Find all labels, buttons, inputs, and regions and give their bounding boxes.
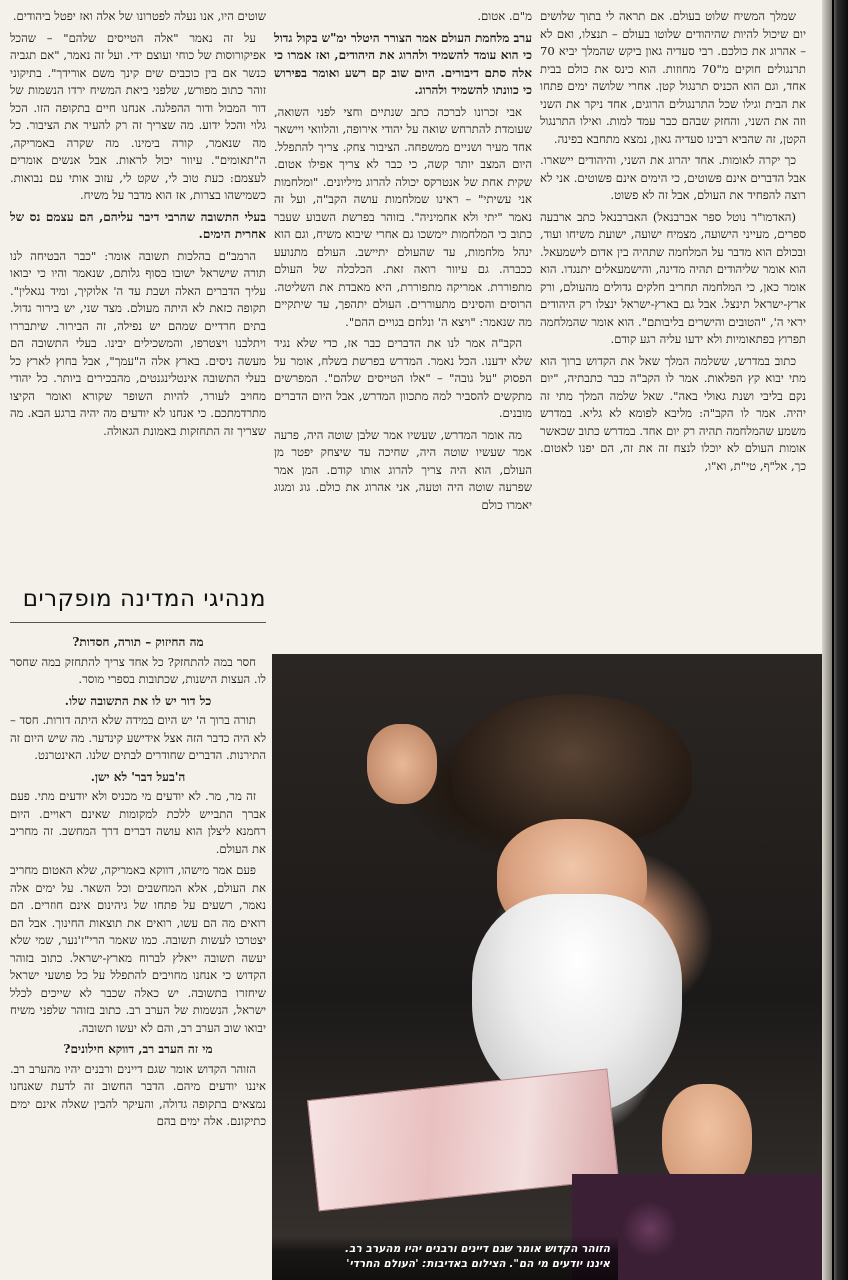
section-divider bbox=[10, 622, 266, 623]
paragraph: הרמב"ם בהלכות תשובה אומר: "כבר הבטיחה לנו תורה שישראל ישובו בסוף גלותם, שנאמר והיו כי יבואו עליך הדברים האלה ושבת עד ה' אלוקיך, ומיד נגאלין". תקופה כזאת לא היתה מעולם. מצד שני, יש בירור גדול. בתים חרדיים שמהם יש נפילה, זה הבירור. שיתבררו ויתלבנו ויצטרפו, והמשכילים יבינו. בעלי התשובה הם מעשה ניסים. בארץ אלה ה"עמך", אבל בחוץ לארץ כל בעלי התשובה אינטלינגנטים, מהבכירים ביותר. כל יהודי מחויב לעורר, להיות השופר שקורא ואומר הקיצו מתרדמתכם. כי אנחנו לא יודעים מה יהיה ברגע הבא. מה שצריך זה התחזקות באמונת הגאולה. bbox=[10, 248, 266, 438]
paragraph: ה'בעל דבר' לא ישן. bbox=[90, 769, 186, 784]
paragraph: ערב מלחמת העולם אמר הצורר היטלר ימ"ש בקול גדול כי הוא עומד להשמיד ולהרוג את היהודים, ואז אמרו כי אלה סתם דיבורים. היום שוב קם רשע ואומר בפירוש כי כוונתו להשמיד ולהרוג. bbox=[274, 30, 532, 97]
paragraph: (האדמו"ר נוטל ספר אברבנאל) האברבנאל כתב ארבעה ספרים, מעייני הישועה, מצמיח ישועה, ישועת משיחו ועוד, ובכולם הוא מדבר על המלחמה שתהיה בין אדום לישמעאל. הוא אומר שליהודים תהיה מדינה, והישמעאלים יתנגדו. הוא אומר כאן, כי המלחמה תחריב חלקים גדולים מהעולם, ורק ארץ-ישראל תינצל. אבל גם בארץ-ישראל ינצלו רק היהודים יראי ה', "הטובים והישרים בליבותם". הוא אומר שהמלחמה תפרוץ בפתאומיות ולא ידעו עליה רגע קודם. bbox=[540, 209, 806, 346]
paragraph: זה מר, מר. לא יודעים מי מכניס ולא יודעים מתי. פעם אברך התבייש ללכת למקומות שאינם ראויים. היום רחמנא ליצלן הוא עושה דברים דרך המחשב. זה מחריב את העולם. bbox=[10, 789, 266, 856]
rabbi-photo bbox=[272, 654, 824, 1280]
text-column-middle bbox=[274, 8, 532, 648]
paragraph: הקב"ה אמר לנו את הדברים כבר אז, כדי שלא נגיד שלא ידענו. הכל נאמר. המדרש בפרשת בשלח, אומר על הפסוק "על גובה" – "אלו הטייסים שלהם". המפרשים מתקשים להסביר למה מתכוון המדרש, אבל היום הדברים מובנים. bbox=[274, 336, 532, 420]
paragraph: כל דור יש לו את התשובה שלו. bbox=[64, 693, 212, 708]
caption-line-1: הזוהר הקדוש אומר שגם דיינים ורבנים יהיו מהערב רב. bbox=[344, 1243, 610, 1255]
paragraph: מי זה הערב רב, דווקא חילונים? bbox=[63, 1042, 213, 1056]
paragraph: הזוהר הקדוש אומר שגם דיינים ורבנים יהיו מהערב רב. איננו יודעים מיהם. הדבר החשוב זה לדעת שאנחנו נמצאים בתקופה גדולה, והעיקר להבין שאלה אינם ימים כתיקונם. אלה ימים בהם bbox=[10, 1061, 266, 1128]
page-spine bbox=[822, 0, 848, 1280]
paragraph: מה החיזוק – תורה, חסדות? bbox=[72, 635, 204, 649]
text-column-left-bottom bbox=[10, 630, 266, 1266]
photo-caption bbox=[272, 1236, 618, 1280]
paragraph: בעלי התשובה שהרבי דיבר עליהם, הם עצמם נס של אחרית הימים. bbox=[10, 209, 266, 241]
text-column-right bbox=[540, 8, 806, 648]
paragraph: פעם אמר מישהו, דווקא באמריקה, שלא האטום מחריב את העולם, אלא המחשבים וכל השאר. על ימים אלה נאמר, רשעים על פתחו של גיהינום אינם חוזרים. הם רואים מה הם עשו, רואים את תוצאות החינוך. אבל הם יצטרכו לעשות תשובה. כמו שאמר הרי"ז'נער, שמי שלא יעשה תשובה ייאלץ לברוח מארץ-ישראל. כתוב בזוהר הקדוש כי אנחנו מחויבים להתפלל על כל פושעי ישראל שיחזרו בתשובה. יש כאלה שכבר לא שייכים לכלל ישראל, הנשמות של הערב רב. כתוב בזוהר שלפני משיח יבואו שוב הערב רב, והם לא יעשו תשובה. bbox=[10, 863, 266, 1035]
paragraph: חסר במה להתחזק? כל אחד צריך להתחזק במה שחסר לו. העצות הישנות, שכתובות בספרי מוסר. bbox=[10, 654, 266, 686]
spine-edge bbox=[832, 0, 834, 1280]
caption-line-2: איננו יודעים מי הם". הצילום באדיבות: 'העולם החרדי' bbox=[346, 1258, 610, 1270]
paragraph: תורה ברוך ה' יש היום במידה שלא היתה דורות. חסד – לא היה כדבר הזה אצל אידישע קינדער. מה שיש היום זה התירנות. הדברים שחודרים לבתים שלנו. האינטרנט. bbox=[10, 713, 266, 762]
section-heading: מנהיגי המדינה מופקרים bbox=[22, 586, 266, 612]
paragraph: מ"ם. אטום. bbox=[477, 9, 532, 23]
paragraph: מה אומר המדרש, שעשיו אמר שלבן שוטה היה, פרעה אמר שעשיו שוטה היה, שחיכה עד שיצחק יפטר מן העולם, הוא היה צריך להרוג אותו קודם. המן אמר שפרעה שוטה היה וטעה, אני אהרוג את כולם. גוג ומגוג יאמרו כולם bbox=[274, 427, 532, 512]
paragraph: אבי זכרונו לברכה כתב שנתיים וחצי לפני השואה, שעומדת להתרחש שואה על יהודי אירופה, והלוואי ויישאר אחד מעיר ושניים ממשפחה. הציבור צחק. צריך להתפלל. היום המצב יותר קשה, כי כבר לא צריך אפילו אטום. שקית אחת של אנטרקס יכולה להרוג מיליונים. "ומלחמות אני עשיתי" – ראינו שמלחמות עושה הקב"ה, ועל זה נאמר "יתי ולא אחמיניה". בזוהר בפרשת השבוע שעבר כתוב כי המלחמות יימשכו גם אחרי שיבוא משיח, וגם הוא ינהל מלחמות, עד שהעולם יתיישב. העולם מתנועע ככברה. גם עיוור רואה זאת. הכלכלה של העולם מתפוררת. אמריקה מתפוררת, היא מאבדת את השליטה. הרוסים והסינים מתעוררים. העולם יתהפך, עד שיתקיים מה שנאמר: "ויצא ה' ונלחם בגויים ההם". bbox=[274, 104, 532, 329]
paragraph: על זה נאמר "אלה הטייסים שלהם" – שהכל אפיקורוסות של כוחי ועוצם ידי. ועל זה נאמר, "אם תגביה כנשר אם בין כוכבים שים קינך משם אורידך". בתיקוני זוהר כתוב מפורש, שלפני ביאת המשיח ירדו הנשמות של דור המבול ודור ההפלגה. אנחנו חיים בתקופה הזו. הכל גלוי והכל ידוע. מה שצריך זה רק להעיר את הציבור. כל מה שנאמר, קורה בימינו. מה שקרה באמריקה, ה"תאומים". עיוור יכול לראות. אבל אנשים אומרים לעצמם: כעת טוב לי, שקט לי, עזוב אותי עם נבואות. כשמישהו בצרות, אז הוא מדבר על משיח. bbox=[10, 30, 266, 202]
text-column-left-top bbox=[10, 8, 266, 568]
background-hand bbox=[367, 724, 437, 804]
paragraph: שמלך המשיח שלוט בעולם. אם תראה לי בתוך שלושים יום שיכול להיות שהיהודים שלוטו בעולם – תנצלו, ואם לא – אהרוג את כולכם. רבי סעדיה גאון ביקש שהמלך יביא 70 תרנגולים חוקים מ"70 מחוזות. הוא כינס את כולם בבית אחד, וגם הוא הכניס תרנגול קטן. אחרי שלושה ימים פתחו את הבית וגילו שכל התרנגולים הרוגים, אחד ניקר את השני וזה את השני, והחזק שבהם כבר עמד למות. ואילו התרנגול הקטן, זה שהביא רבינו סעדיה גאון, נמצא מתחבא בפינה. bbox=[540, 9, 806, 146]
paragraph: כך יקרה לאומות. אחד יהרוג את השני, והיהודים יישארו. אבל הדברים אינם פשוטים, כי הימים אינם פשוטים. אני לא רוצה להפחיד את העולם, אבל זה לא פשוט. bbox=[540, 153, 806, 202]
paragraph: כתוב במדרש, ששלמה המלך שאל את הקדוש ברוך הוא מתי יבוא קץ הפלאות. אמר לו הקב"ה כבר כתבתיה, "יום נקם בליבי ושנת גאולי באה". שאל שלמה המלך מתי זה יהיה. אמר לו הקב"ה: מליבא לפומא לא גליא. במדרש משמע שהמלחמה תהיה רק יום אחד. במדרש כתוב שכאשר אומות העולם לא יוכלו לנצח זה את זה, הם יפנו לאטום. כך, אל"ף, טי"ת, וא"ו, bbox=[540, 353, 806, 473]
paragraph: שוטים היו, אנו נעלה לפטרונו של אלה ואז יפטל ביהודים. bbox=[12, 9, 266, 23]
